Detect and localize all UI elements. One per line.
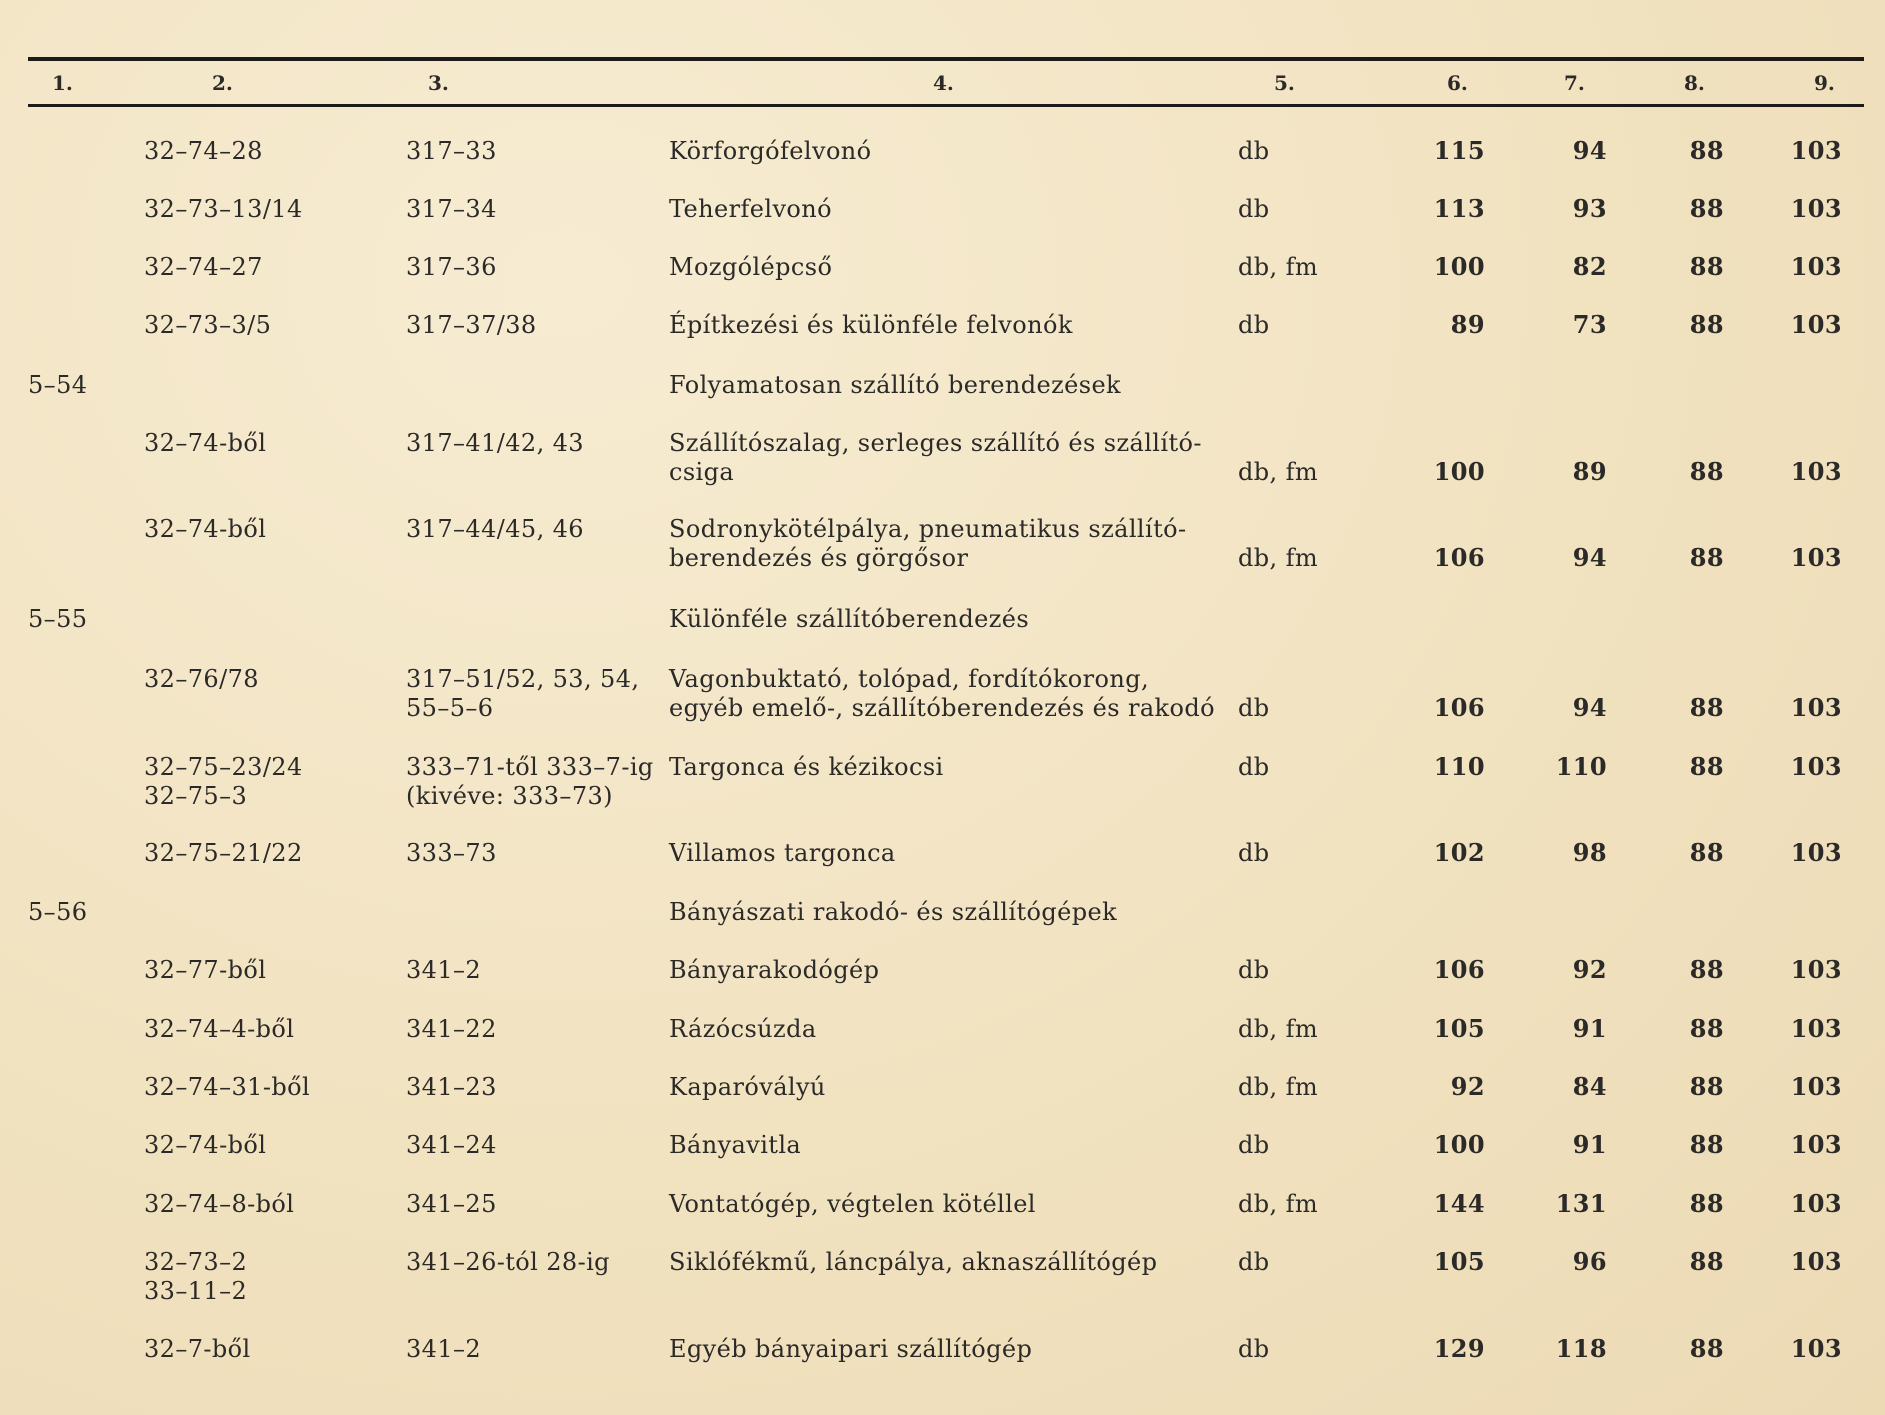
- value-7: 93: [1572, 194, 1607, 223]
- value-6: 144: [1433, 1189, 1485, 1218]
- unit: db: [1238, 1248, 1270, 1276]
- value-9: 103: [1790, 752, 1842, 781]
- section-number: 5–54: [28, 371, 88, 399]
- value-7: 91: [1572, 1014, 1607, 1043]
- column-header-1: 1.: [52, 71, 73, 95]
- value-6: 100: [1433, 1130, 1485, 1159]
- value-8: 88: [1689, 838, 1724, 867]
- value-9: 103: [1790, 1014, 1842, 1043]
- value-6: 106: [1433, 955, 1485, 984]
- unit: db, fm: [1238, 1015, 1319, 1043]
- code-2: 32–75–21/22: [144, 839, 303, 867]
- code-2: 32–74-ből: [144, 1131, 267, 1159]
- value-6: 100: [1433, 252, 1485, 281]
- description: Teherfelvonó: [669, 195, 832, 223]
- description: Siklófékmű, láncpálya, aknaszállítógép: [669, 1248, 1158, 1276]
- value-6: 105: [1433, 1247, 1485, 1276]
- column-header-7: 7.: [1564, 71, 1585, 95]
- code-2-line2: 32–75–3: [144, 782, 248, 810]
- value-6: 89: [1450, 310, 1485, 339]
- code-3: 317–51/52, 53, 54,: [406, 665, 640, 693]
- value-9: 103: [1790, 1189, 1842, 1218]
- unit: db: [1238, 694, 1270, 722]
- unit: db, fm: [1238, 1073, 1319, 1101]
- value-6: 106: [1433, 693, 1485, 722]
- column-header-5: 5.: [1274, 71, 1295, 95]
- value-6: 106: [1433, 543, 1485, 572]
- value-8: 88: [1689, 1247, 1724, 1276]
- value-6: 105: [1433, 1014, 1485, 1043]
- code-3: 341–2: [406, 1335, 482, 1363]
- unit: db, fm: [1238, 544, 1319, 572]
- code-3: 317–34: [406, 195, 497, 223]
- value-8: 88: [1689, 310, 1724, 339]
- value-8: 88: [1689, 1072, 1724, 1101]
- code-3-line2: 55–5–6: [406, 694, 494, 722]
- code-3: 317–44/45, 46: [406, 515, 584, 543]
- description: Villamos targonca: [669, 839, 896, 867]
- value-7: 84: [1572, 1072, 1607, 1101]
- value-9: 103: [1790, 693, 1842, 722]
- value-8: 88: [1689, 1130, 1724, 1159]
- value-7: 94: [1572, 543, 1607, 572]
- section-number: 5–55: [28, 605, 88, 633]
- value-7: 82: [1572, 252, 1607, 281]
- description-line2: egyéb emelő-, szállítóberendezés és rakodó: [669, 694, 1215, 722]
- description: Szállítószalag, serleges szállító és szállító-: [669, 429, 1202, 457]
- value-6: 129: [1433, 1334, 1485, 1363]
- value-9: 103: [1790, 1072, 1842, 1101]
- column-header-4: 4.: [933, 71, 954, 95]
- value-6: 115: [1433, 136, 1485, 165]
- value-8: 88: [1689, 1189, 1724, 1218]
- code-3: 341–23: [406, 1073, 497, 1101]
- value-9: 103: [1790, 194, 1842, 223]
- unit: db: [1238, 1131, 1270, 1159]
- code-3-line2: (kivéve: 333–73): [406, 782, 613, 810]
- value-9: 103: [1790, 955, 1842, 984]
- description: Sodronykötélpálya, pneumatikus szállító-: [669, 515, 1187, 543]
- value-9: 103: [1790, 457, 1842, 486]
- code-2: 32–77-ből: [144, 956, 267, 984]
- code-3: 317–36: [406, 253, 497, 281]
- value-7: 98: [1572, 838, 1607, 867]
- column-header-3: 3.: [428, 71, 449, 95]
- description: Folyamatosan szállító berendezések: [669, 371, 1121, 399]
- unit: db, fm: [1238, 1190, 1319, 1218]
- section-number: 5–56: [28, 898, 88, 926]
- description: Targonca és kézikocsi: [669, 753, 944, 781]
- value-7: 94: [1572, 693, 1607, 722]
- code-3: 341–22: [406, 1015, 497, 1043]
- unit: db: [1238, 137, 1270, 165]
- value-6: 102: [1433, 838, 1485, 867]
- code-3: 317–41/42, 43: [406, 429, 584, 457]
- value-9: 103: [1790, 543, 1842, 572]
- code-3: 341–25: [406, 1190, 497, 1218]
- description: Különféle szállítóberendezés: [669, 605, 1030, 633]
- value-9: 103: [1790, 310, 1842, 339]
- value-7: 89: [1572, 457, 1607, 486]
- unit: db: [1238, 311, 1270, 339]
- code-2: 32–75–23/24: [144, 753, 303, 781]
- value-7: 94: [1572, 136, 1607, 165]
- description: Kaparóvályú: [669, 1073, 826, 1101]
- column-header-8: 8.: [1684, 71, 1705, 95]
- code-3: 341–24: [406, 1131, 497, 1159]
- code-2: 32–73–13/14: [144, 195, 303, 223]
- value-9: 103: [1790, 1130, 1842, 1159]
- unit: db: [1238, 1335, 1270, 1363]
- code-3: 333–73: [406, 839, 497, 867]
- value-8: 88: [1689, 752, 1724, 781]
- code-2: 32–73–2: [144, 1248, 248, 1276]
- value-7: 73: [1572, 310, 1607, 339]
- code-2: 32–73–3/5: [144, 311, 272, 339]
- value-8: 88: [1689, 543, 1724, 572]
- value-6: 110: [1433, 752, 1485, 781]
- code-2: 32–76/78: [144, 665, 259, 693]
- description: Bányászati rakodó- és szállítógépek: [669, 898, 1118, 926]
- code-3: 333–71-től 333–7-ig: [406, 753, 654, 781]
- value-7: 96: [1572, 1247, 1607, 1276]
- unit: db, fm: [1238, 458, 1319, 486]
- value-8: 88: [1689, 136, 1724, 165]
- value-7: 91: [1572, 1130, 1607, 1159]
- code-3: 317–37/38: [406, 311, 537, 339]
- code-2: 32–74–28: [144, 137, 263, 165]
- description-line2: berendezés és görgősor: [669, 544, 969, 572]
- column-header-6: 6.: [1447, 71, 1468, 95]
- value-9: 103: [1790, 838, 1842, 867]
- description: Rázócsúzda: [669, 1015, 817, 1043]
- code-2: 32–74–27: [144, 253, 263, 281]
- code-2: 32–74-ből: [144, 515, 267, 543]
- value-8: 88: [1689, 1334, 1724, 1363]
- value-7: 118: [1555, 1334, 1607, 1363]
- value-9: 103: [1790, 1334, 1842, 1363]
- code-2: 32–74–8-ból: [144, 1190, 295, 1218]
- code-2: 32–74-ből: [144, 429, 267, 457]
- value-9: 103: [1790, 252, 1842, 281]
- unit: db: [1238, 195, 1270, 223]
- description: Vontatógép, végtelen kötéllel: [669, 1190, 1036, 1218]
- unit: db, fm: [1238, 253, 1319, 281]
- description: Egyéb bányaipari szállítógép: [669, 1335, 1033, 1363]
- value-6: 100: [1433, 457, 1485, 486]
- value-9: 103: [1790, 136, 1842, 165]
- value-7: 110: [1555, 752, 1607, 781]
- value-9: 103: [1790, 1247, 1842, 1276]
- description: Bányavitla: [669, 1131, 802, 1159]
- code-3: 341–26-tól 28-ig: [406, 1248, 610, 1276]
- value-7: 92: [1572, 955, 1607, 984]
- value-8: 88: [1689, 955, 1724, 984]
- value-8: 88: [1689, 457, 1724, 486]
- top-rule: [28, 57, 1864, 61]
- code-2: 32–74–4-ből: [144, 1015, 295, 1043]
- column-header-9: 9.: [1814, 71, 1835, 95]
- header-rule: [28, 104, 1864, 107]
- code-3: 317–33: [406, 137, 497, 165]
- description: Vagonbuktató, tolópad, fordítókorong,: [669, 665, 1149, 693]
- code-2: 32–7-ből: [144, 1335, 251, 1363]
- value-6: 113: [1433, 194, 1485, 223]
- column-header-2: 2.: [212, 71, 233, 95]
- value-8: 88: [1689, 1014, 1724, 1043]
- value-8: 88: [1689, 194, 1724, 223]
- code-3: 341–2: [406, 956, 482, 984]
- code-2-line2: 33–11–2: [144, 1277, 248, 1305]
- value-6: 92: [1450, 1072, 1485, 1101]
- description-line2: csiga: [669, 458, 735, 486]
- unit: db: [1238, 753, 1270, 781]
- unit: db: [1238, 839, 1270, 867]
- description: Körforgófelvonó: [669, 137, 872, 165]
- description: Építkezési és különféle felvonók: [669, 311, 1073, 339]
- description: Bányarakodógép: [669, 956, 880, 984]
- code-2: 32–74–31-ből: [144, 1073, 311, 1101]
- unit: db: [1238, 956, 1270, 984]
- value-8: 88: [1689, 252, 1724, 281]
- value-8: 88: [1689, 693, 1724, 722]
- description: Mozgólépcső: [669, 253, 833, 281]
- value-7: 131: [1555, 1189, 1607, 1218]
